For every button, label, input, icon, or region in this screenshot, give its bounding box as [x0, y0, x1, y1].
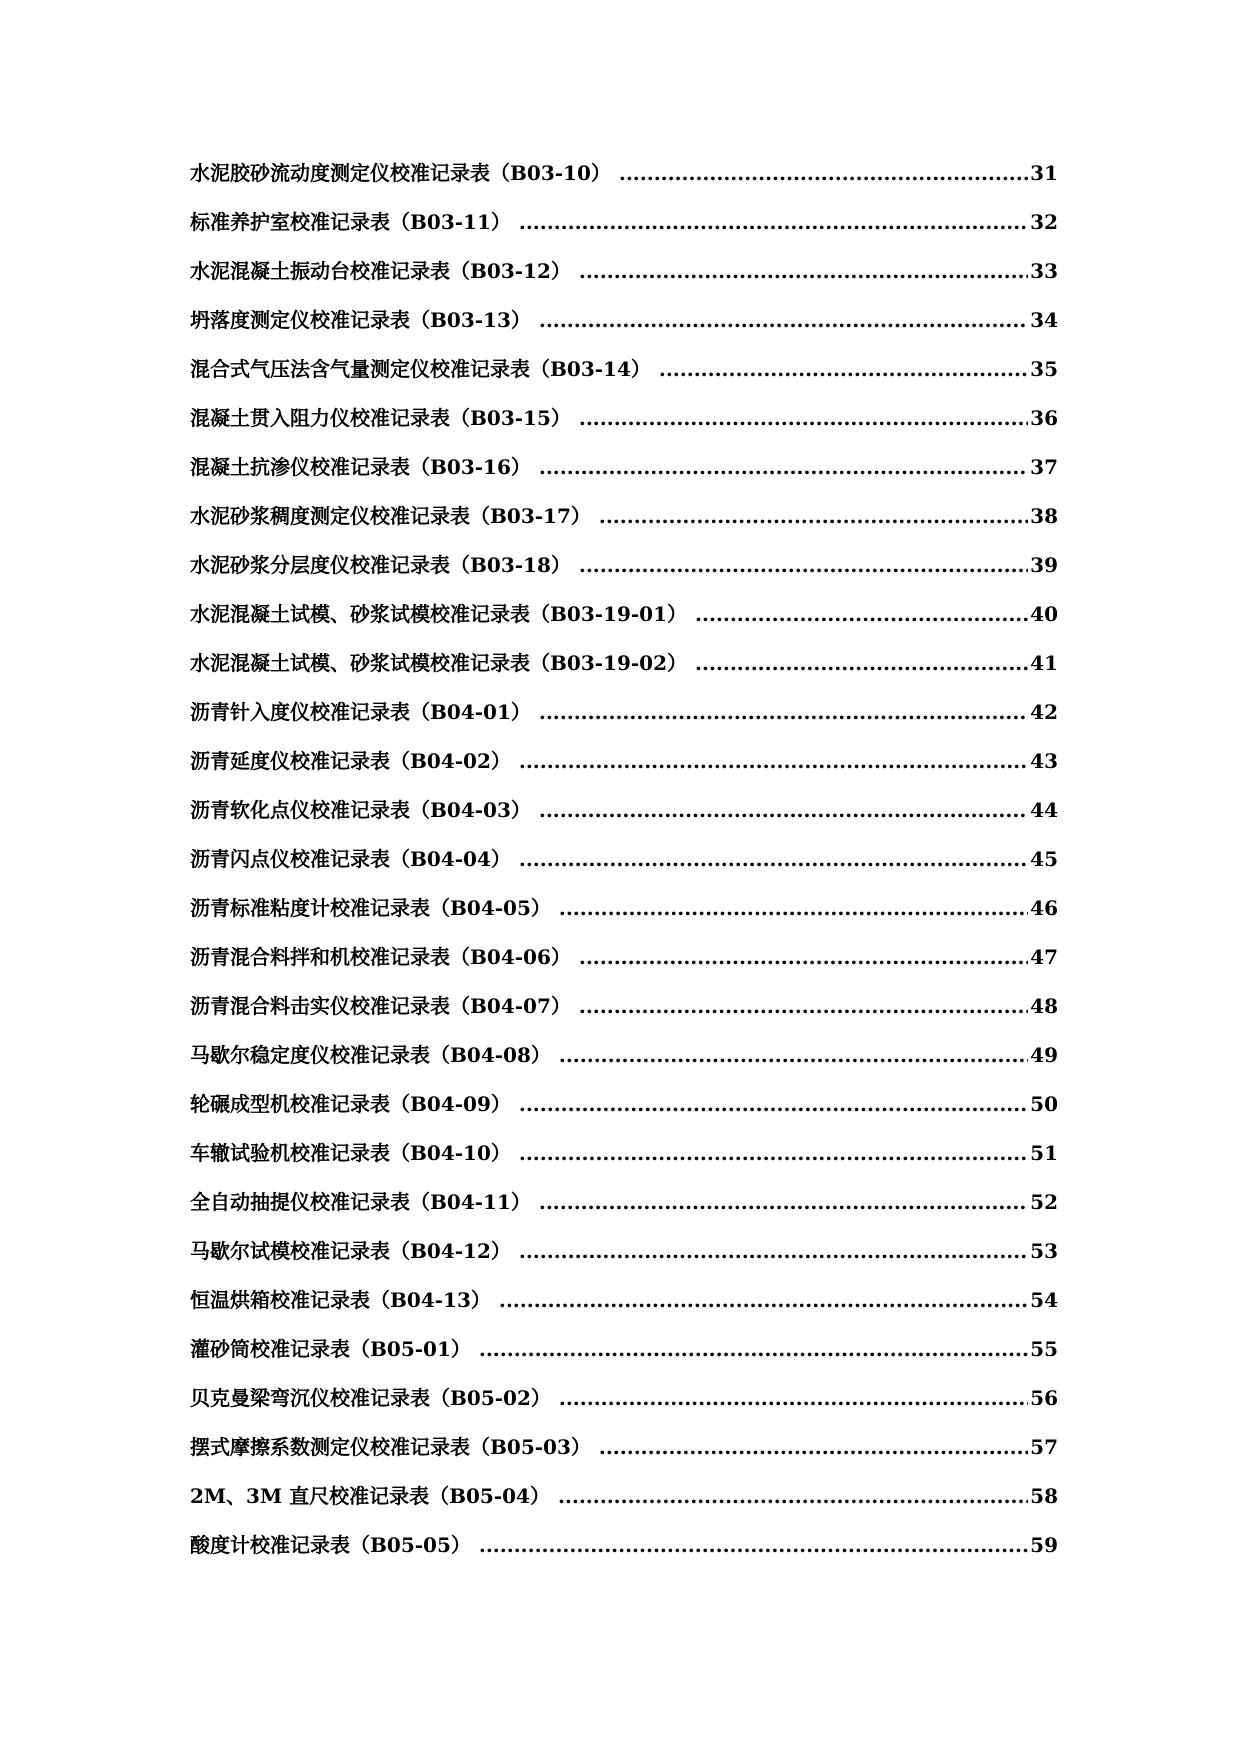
- toc-entry-title: 沥青针入度仪校准记录表（B04-01）: [190, 700, 531, 724]
- toc-entry[interactable]: [190, 1089, 1058, 1138]
- toc-entry[interactable]: [190, 648, 1058, 697]
- toc-entry[interactable]: [190, 844, 1058, 893]
- toc-entry-title: 混凝土抗渗仪校准记录表（B03-16）: [190, 455, 531, 479]
- toc-entry-page: 39: [1030, 553, 1058, 577]
- toc-entry-title: 恒温烘箱校准记录表（B04-13）: [190, 1288, 491, 1312]
- toc-entry-page: 50: [1030, 1092, 1058, 1116]
- toc-dot-leader: [695, 599, 1028, 629]
- toc-dot-leader: [519, 844, 1028, 874]
- toc-dot-leader: [619, 158, 1028, 188]
- toc-entry-page: 42: [1030, 700, 1058, 724]
- toc-entry-title: 沥青混合料击实仪校准记录表（B04-07）: [190, 994, 571, 1018]
- toc-entry-title: 混合式气压法含气量测定仪校准记录表（B03-14）: [190, 357, 651, 381]
- toc-dot-leader: [519, 207, 1028, 237]
- toc-entry-page: 45: [1030, 847, 1058, 871]
- toc-entry[interactable]: [190, 795, 1058, 844]
- toc-entry[interactable]: [190, 452, 1058, 501]
- toc-entry-title: 轮碾成型机校准记录表（B04-09）: [190, 1092, 511, 1116]
- toc-entry-page: 46: [1030, 896, 1058, 920]
- toc-entry-title: 全自动抽提仪校准记录表（B04-11）: [190, 1190, 531, 1214]
- toc-entry-page: 59: [1030, 1533, 1058, 1557]
- toc-entry-page: 36: [1030, 406, 1058, 430]
- toc-entry-page: 58: [1030, 1484, 1058, 1508]
- toc-entry-title: 水泥砂浆分层度仪校准记录表（B03-18）: [190, 553, 571, 577]
- toc-entry-title: 水泥胶砂流动度测定仪校准记录表（B03-10）: [190, 161, 611, 185]
- toc-dot-leader: [659, 354, 1028, 384]
- toc-entry[interactable]: [190, 550, 1058, 599]
- toc-entry-page: 35: [1030, 357, 1058, 381]
- toc-entry-title: 灌砂筒校准记录表（B05-01）: [190, 1337, 471, 1361]
- toc-entry-page: 37: [1030, 455, 1058, 479]
- toc-dot-leader: [579, 991, 1028, 1021]
- toc-entry[interactable]: [190, 305, 1058, 354]
- toc-entry-title: 马歇尔稳定度仪校准记录表（B04-08）: [190, 1043, 551, 1067]
- toc-entry-page: 31: [1030, 161, 1058, 185]
- toc-entry-title: 沥青混合料拌和机校准记录表（B04-06）: [190, 945, 571, 969]
- toc-entry[interactable]: [190, 256, 1058, 305]
- toc-entry[interactable]: [190, 1285, 1058, 1334]
- toc-entry-page: 51: [1030, 1141, 1058, 1165]
- toc-entry-page: 55: [1030, 1337, 1058, 1361]
- toc-dot-leader: [695, 648, 1028, 678]
- toc-entry[interactable]: [190, 158, 1058, 207]
- toc-dot-leader: [558, 1481, 1028, 1511]
- toc-entry-page: 34: [1030, 308, 1058, 332]
- toc-entry-title: 水泥混凝土试模、砂浆试模校准记录表（B03-19-01）: [190, 602, 688, 626]
- toc-entry-page: 40: [1030, 602, 1058, 626]
- toc-entry[interactable]: [190, 354, 1058, 403]
- toc-entry[interactable]: [190, 1481, 1058, 1530]
- toc-dot-leader: [579, 403, 1028, 433]
- toc-dot-leader: [539, 452, 1028, 482]
- toc-dot-leader: [479, 1530, 1028, 1560]
- toc-entry-page: 32: [1030, 210, 1058, 234]
- toc-dot-leader: [599, 1432, 1028, 1462]
- toc-dot-leader: [519, 1138, 1028, 1168]
- toc-entry[interactable]: [190, 1334, 1058, 1383]
- toc-entry-page: 49: [1030, 1043, 1058, 1067]
- toc-entry-title: 标准养护室校准记录表（B03-11）: [190, 210, 511, 234]
- toc-entry[interactable]: [190, 991, 1058, 1040]
- toc-dot-leader: [539, 305, 1028, 335]
- toc-dot-leader: [579, 256, 1028, 286]
- toc-dot-leader: [539, 697, 1028, 727]
- toc-entry[interactable]: [190, 1432, 1058, 1481]
- toc-entry[interactable]: [190, 1138, 1058, 1187]
- toc-entry-title: 车辙试验机校准记录表（B04-10）: [190, 1141, 511, 1165]
- toc-dot-leader: [559, 893, 1028, 923]
- toc-entry-title: 水泥混凝土试模、砂浆试模校准记录表（B03-19-02）: [190, 651, 688, 675]
- toc-entry[interactable]: [190, 1383, 1058, 1432]
- toc-entry-title: 坍落度测定仪校准记录表（B03-13）: [190, 308, 531, 332]
- toc-entry-page: 56: [1030, 1386, 1058, 1410]
- toc-entry[interactable]: [190, 403, 1058, 452]
- toc-entry[interactable]: [190, 207, 1058, 256]
- toc-entry-page: 33: [1030, 259, 1058, 283]
- toc-entry-title: 马歇尔试模校准记录表（B04-12）: [190, 1239, 511, 1263]
- toc-dot-leader: [559, 1040, 1028, 1070]
- table-of-contents: [190, 158, 1058, 1579]
- toc-entry[interactable]: [190, 1236, 1058, 1285]
- toc-dot-leader: [539, 1187, 1028, 1217]
- toc-entry-title: 混凝土贯入阻力仪校准记录表（B03-15）: [190, 406, 571, 430]
- toc-entry[interactable]: [190, 501, 1058, 550]
- toc-dot-leader: [519, 746, 1028, 776]
- toc-entry-title: 沥青软化点仪校准记录表（B04-03）: [190, 798, 531, 822]
- toc-entry-page: 38: [1030, 504, 1058, 528]
- toc-entry-page: 47: [1030, 945, 1058, 969]
- toc-entry-title: 酸度计校准记录表（B05-05）: [190, 1533, 471, 1557]
- toc-entry-title: 沥青延度仪校准记录表（B04-02）: [190, 749, 511, 773]
- toc-entry-page: 57: [1030, 1435, 1058, 1459]
- toc-entry-page: 43: [1030, 749, 1058, 773]
- toc-entry-title: 沥青标准粘度计校准记录表（B04-05）: [190, 896, 551, 920]
- toc-entry-page: 54: [1030, 1288, 1058, 1312]
- toc-dot-leader: [539, 795, 1028, 825]
- toc-entry-title: 2M、3M 直尺校准记录表（B05-04）: [190, 1484, 550, 1508]
- toc-dot-leader: [519, 1089, 1028, 1119]
- toc-entry[interactable]: [190, 599, 1058, 648]
- toc-entry-title: 水泥混凝土振动台校准记录表（B03-12）: [190, 259, 571, 283]
- toc-dot-leader: [479, 1334, 1028, 1364]
- toc-entry[interactable]: [190, 1187, 1058, 1236]
- toc-entry-page: 44: [1030, 798, 1058, 822]
- toc-entry-title: 贝克曼梁弯沉仪校准记录表（B05-02）: [190, 1386, 551, 1410]
- toc-entry-title: 沥青闪点仪校准记录表（B04-04）: [190, 847, 511, 871]
- toc-dot-leader: [559, 1383, 1028, 1413]
- toc-entry[interactable]: [190, 942, 1058, 991]
- toc-entry-page: 41: [1030, 651, 1058, 675]
- toc-dot-leader: [519, 1236, 1028, 1266]
- toc-entry[interactable]: [190, 697, 1058, 746]
- toc-entry-title: 摆式摩擦系数测定仪校准记录表（B05-03）: [190, 1435, 591, 1459]
- toc-dot-leader: [599, 501, 1028, 531]
- toc-entry-title: 水泥砂浆稠度测定仪校准记录表（B03-17）: [190, 504, 591, 528]
- toc-dot-leader: [499, 1285, 1028, 1315]
- toc-entry[interactable]: [190, 746, 1058, 795]
- toc-entry[interactable]: [190, 893, 1058, 942]
- toc-entry-page: 52: [1030, 1190, 1058, 1214]
- toc-entry[interactable]: [190, 1040, 1058, 1089]
- toc-dot-leader: [579, 550, 1028, 580]
- toc-entry-page: 48: [1030, 994, 1058, 1018]
- toc-entry-page: 53: [1030, 1239, 1058, 1263]
- toc-dot-leader: [579, 942, 1028, 972]
- toc-entry[interactable]: [190, 1530, 1058, 1579]
